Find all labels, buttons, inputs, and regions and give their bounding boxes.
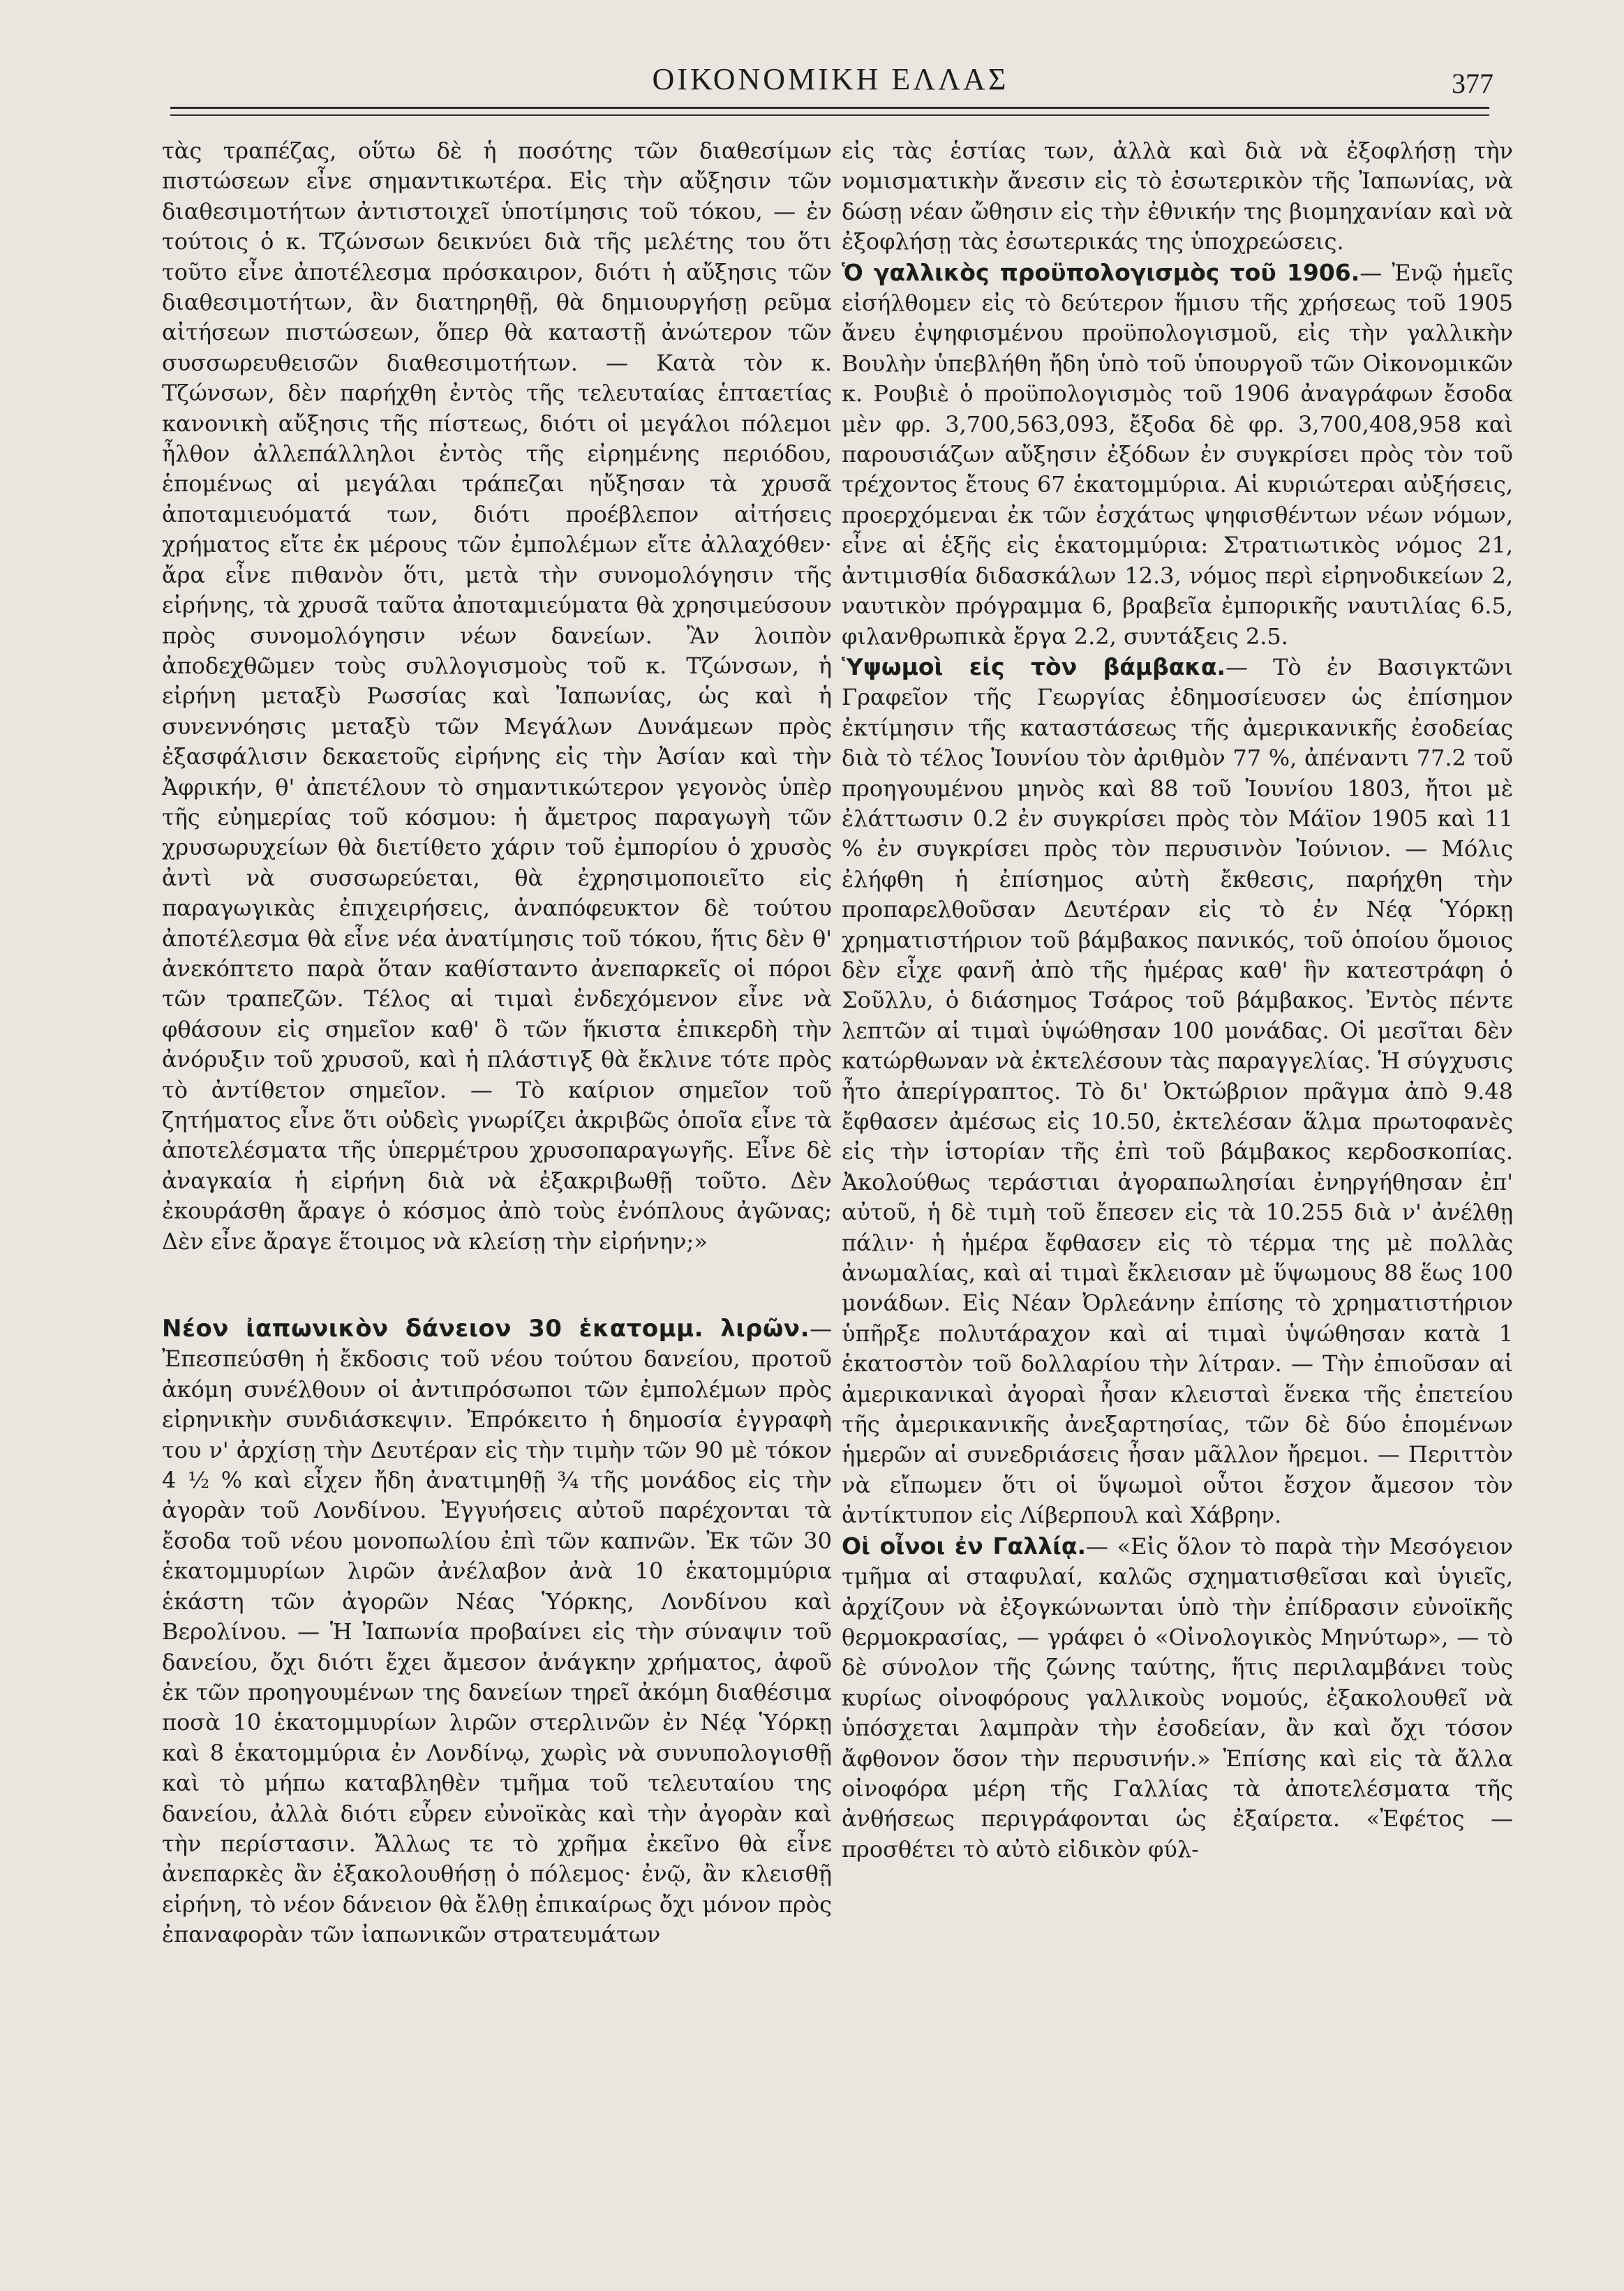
article-text-french-budget: — Ἐνῷ ἡμεῖς εἰσήλθομεν εἰς τὸ δεύτερον ἥμισυ τῆς χρήσεως τοῦ 1905 ἄνευ ἐψηφισμένου προϋπολογισμοῦ, εἰς τὴν γαλλικὴν Βουλὴν ὑπεβλήθη ἤδη ὑπὸ τοῦ ὑπουργοῦ τῶν Οἰκονομικῶν κ. Ρουβιὲ ὁ προϋπολογισμὸς τοῦ 1906 ἀναγράφων ἔσοδα μὲν φρ. 3,700,563,093, ἔξοδα δὲ φρ. 3,700,408,958 καὶ παρουσιάζων αὔξησιν ἐξόδων ἐν συγκρίσει πρὸς τὸν τοῦ τρέχοντος ἔτους 67 ἑκατομμύρια. Αἱ κυριώτεραι αὐξήσεις, προερχόμεναι ἐκ τῶν ἐσχάτως ψηφισθέντων νέων νόμων, εἶνε αἱ ἑξῆς εἰς ἑκατομμύρια: Στρατιωτικὸς νόμος 21, ἀντιμισθία διδασκάλων 12.3, νόμος περὶ εἰρηνοδικείων 2, ναυτικὸν πρόγραμμα 6, βραβεῖα ἐμπορικῆς ναυτιλίας 6.5, φιλανθρωπικὰ ἔργα 2.2, συντάξεις 2.5. [842,259,1513,650]
article-text-japanese-loan: — Ἐπεσπεύσθη ἡ ἔκδοσις τοῦ νέου τούτου δανείου, προτοῦ ἀκόμη συνέλθουν οἱ ἀντιπρόσωποι τῶν ἐμπολέμων πρὸς εἰρηνικὴν συνδιάσκεψιν. Ἐπρόκειτο ἡ δημοσία ἐγγραφὴ του ν' ἀρχίσῃ τὴν Δευτέραν εἰς τὴν τιμὴν τῶν 90 μὲ τόκον 4 ½ % καὶ εἶχεν ἤδη ἀνατιμηθῇ ¾ τῆς μονάδος εἰς τὴν ἀγορὰν τοῦ Λονδίνου. Ἐγγυήσεις αὐτοῦ παρέχονται τὰ ἔσοδα τοῦ νέου μονοπωλίου ἐπὶ τῶν καπνῶν. Ἐκ τῶν 30 ἑκατομμυρίων λιρῶν ἀνέλαβον ἀνὰ 10 ἑκατομμύρια ἑκάστη τῶν ἀγορῶν Νέας Ὑόρκης, Λονδίνου καὶ Βερολίνου. — Ἡ Ἰαπωνία προβαίνει εἰς τὴν σύναψιν τοῦ δανείου, ὄχι διότι ἔχει ἄμεσον ἀνάγκην χρήματος, ἀφοῦ ἐκ τῶν προηγουμένων της δανείων τηρεῖ ἀκόμη διαθέσιμα ποσὰ 10 ἑκατομμυρίων λιρῶν στερλινῶν ἐν Νέᾳ Ὑόρκῃ καὶ 8 ἑκατομμύρια ἐν Λονδίνῳ, χωρὶς νὰ συνυπολογισθῇ καὶ τὸ μήπω καταβληθὲν τμῆμα τοῦ τελευταίου της δανείου, ἀλλὰ διότι εὗρεν εὐνοϊκὰς καὶ τὴν ἀγορὰν καὶ τὴν περίστασιν. Ἄλλως τε τὸ χρῆμα ἐκεῖνο θὰ εἶνε ἀνεπαρκὲς ἂν ἐξακολουθήσῃ ὁ πόλεμος· ἐνῷ, ἂν κλεισθῇ εἰρήνη, τὸ νέον δάνειον θὰ ἔλθῃ ἐπικαίρως ὄχι μόνον πρὸς ἐπαναφορὰν τῶν ἰαπωνικῶν στρατευμάτων [162,1315,832,1948]
page-number: 377 [1452,68,1493,99]
header-rule-thin [170,114,1489,116]
article-spacer [162,1257,832,1314]
article-title-wines: Οἱ οἶνοι ἐν Γαλλίᾳ. [842,1532,1087,1560]
article-wines [842,1531,1513,1865]
page-header [167,57,1493,106]
article-title-french-budget: Ὁ γαλλικὸς προϋπολογισμὸς τοῦ 1906. [842,258,1360,286]
article-title-japanese-loan: Νέον ἰαπωνικὸν δάνειον 30 ἑκατομμ. λιρῶν. [162,1315,810,1343]
right-column [842,136,1513,1865]
article-french-budget [842,258,1513,652]
article-text-wines: — «Εἰς ὅλον τὸ παρὰ τὴν Μεσόγειον τμῆμα αἱ σταφυλαί, καλῶς σχηματισθεῖσαι καὶ ὑγιεῖς, ἀρχίζουν νὰ ἐξογκώνωνται ὑπὸ τὴν ἐπίδρασιν εὐνοϊκῆς θερμοκρασίας, — γράφει ὁ «Οἰνολογικὸς Μηνύτωρ», — τὸ δὲ σύνολον τῆς ζώνης ταύτης, ἥτις περιλαμβάνει τοὺς κυρίως οἰνοφόρους γαλλικοὺς νομούς, ἐξακολουθεῖ νὰ ὑπόσχεται λαμπρὰν τὴν ἐσοδείαν, ἂν καὶ ὄχι τόσον ἄφθονον ὅσον τὴν περυσινήν.» Ἐπίσης καὶ εἰς τὰ ἄλλα οἰνοφόρα μέρη τῆς Γαλλίας τὰ ἀποτελέσματα τῆς ἀνθήσεως περιγράφονται ὡς ἐξαίρετα. «Ἐφέτος — προσθέτει τὸ αὐτὸ εἰδικὸν φύλ- [842,1532,1514,1863]
left-column [162,136,832,1950]
running-title: ΟΙΚΟΝΟΜΙΚΗ ΕΛΛΑΣ [652,62,1009,96]
continued-paragraph-right: εἰς τὰς ἑστίας των, ἀλλὰ καὶ διὰ νὰ ἐξοφλήσῃ τὴν νομισματικὴν ἄνεσιν εἰς τὸ ἐσωτερικὸν τῆς Ἰαπωνίας, νὰ δώσῃ νέαν ὤθησιν εἰς τὴν ἐθνικήν της βιομηχανίαν καὶ νὰ ἐξοφλήσῃ τὰς ἐσωτερικάς της ὑποχρεώσεις. [842,137,1513,255]
article-title-cotton: Ὑψωμοὶ εἰς τὸν βάμβακα. [842,652,1226,680]
article-cotton [842,652,1513,1531]
article-text-cotton: — Τὸ ἐν Βασιγκτῶνι Γραφεῖον τῆς Γεωργίας ἐδημοσίευσεν ὡς ἐπίσημον ἐκτίμησιν τῆς καταστάσεως τῆς ἀμερικανικῆς ἐσοδείας διὰ τὸ τέλος Ἰουνίου τὸν ἀριθμὸν 77 %, ἀπέναντι 77.2 τοῦ προηγουμένου μηνὸς καὶ 88 τοῦ Ἰουνίου 1803, ἤτοι μὲ ἐλάττωσιν 0.2 ἐν συγκρίσει πρὸς τὸν Μάϊον 1905 καὶ 11 % ἐν συγκρίσει πρὸς τὸν περυσινὸν Ἰούνιον. — Μόλις ἐλήφθη ἡ ἐπίσημος αὐτὴ ἔκθεσις, παρήχθη τὴν προπαρελθοῦσαν Δευτέραν εἰς τὸ ἐν Νέᾳ Ὑόρκῃ χρηματιστήριον τοῦ βάμβακος πανικός, τοῦ ὁποίου ὅμοιος δὲν εἶχε φανῆ ἀπὸ τῆς ἡμέρας καθ' ἣν κατεστράφη ὁ Σοῦλλυ, ὁ διάσημος Τσάρος τοῦ βάμβακος. Ἐντὸς πέντε λεπτῶν αἱ τιμαὶ ὑψώθησαν 100 μονάδας. Οἱ μεσῖται δὲν κατώρθωναν νὰ ἐκτελέσουν τὰς παραγγελίας. Ἡ σύγχυσις ἦτο ἀπερίγραπτος. Τὸ δι' Ὀκτώβριον πρᾶγμα ἀπὸ 9.48 ἔφθασεν ἀμέσως εἰς 10.50, ἐκτελέσαν ἅλμα πρωτοφανὲς εἰς τὴν ἱστορίαν τῆς ἐπὶ τοῦ βάμβακος κερδοσκοπίας. Ἀκολούθως τεράστιαι ἀγοραπωλησίαι ἐνηργήθησαν ἐπ' αὐτοῦ, ἡ δὲ τιμὴ τοῦ ἔπεσεν εἰς τὰ 10.255 διὰ ν' ἀνέλθῃ πάλιν· ἡ ἡμέρα ἔφθασεν εἰς τὸ τέρμα της μὲ πολλὰς ἀνωμαλίας, καὶ αἱ τιμαὶ ἔκλεισαν μὲ ὕψωμους 88 ἕως 100 μονάδων. Εἰς Νέαν Ὀρλεάνην ἐπίσης τὸ χρηματιστήριον ὑπῆρξε πολυτάραχον καὶ αἱ τιμαὶ ὑψώθησαν κατὰ 1 ἑκατοστὸν τοῦ δολλαρίου τὴν λίτραν. — Τὴν ἐπιοῦσαν αἱ ἀμερικανικαὶ ἀγοραὶ ἦσαν κλεισταὶ ἕνεκα τῆς ἐπετείου τῆς ἀμερικανικῆς ἀνεξαρτησίας, τῶν δὲ δύο ἑπομένων ἡμερῶν αἱ συνεδριάσεις ἦσαν μᾶλλον ἤρεμοι. — Περιττὸν νὰ εἴπωμεν ὅτι οἱ ὕψωμοὶ οὗτοι ἔσχον ἄμεσον τὸν ἀντίκτυπον εἰς Λίβερπουλ καὶ Χάβρην. [842,653,1513,1529]
header-rule-thick [170,107,1489,109]
continued-paragraph: τὰς τραπέζας, οὕτω δὲ ἡ ποσότης τῶν διαθεσίμων πιστώσεων εἶνε σημαντικωτέρα. Εἰς τὴν αὔξησιν τῶν διαθεσιμοτήτων ἀντιστοιχεῖ ὑποτίμησις τοῦ τόκου, — ἐν τούτοις ὁ κ. Τζώνσων δεικνύει διὰ τῆς μελέτης του ὅτι τοῦτο εἶνε ἀποτέλεσμα πρόσκαιρον, διότι ἡ αὔξησις τῶν διαθεσιμοτήτων, ἂν διατηρηθῇ, θὰ δημιουργήσῃ ρεῦμα αἰτήσεων πιστώσεων, ὅπερ θὰ καταστῇ ἀνώτερον τῶν συσσωρευθεισῶν διαθεσιμοτήτων. — Κατὰ τὸν κ. Τζώνσων, δὲν παρήχθη ἐντὸς τῆς τελευταίας ἑπταετίας κανονικὴ αὔξησις τῆς πίστεως, διότι οἱ μεγάλοι πόλεμοι ἦλθον ἀλλεπάλληλοι ἐντὸς τῆς εἰρημένης περιόδου, ἑπομένως αἱ μεγάλαι τράπεζαι ηὔξησαν τὰ χρυσᾶ ἀποταμιευόματά των, διότι προέβλεπον αἰτήσεις χρήματος εἴτε ἐκ μέρους τῶν ἐμπολέμων εἴτε ἀλλαχόθεν· ἄρα εἶνε πιθανὸν ὅτι, μετὰ τὴν συνομολόγησιν τῆς εἰρήνης, τὰ χρυσᾶ ταῦτα ἀποταμιεύματα θὰ χρησιμεύσουν πρὸς συνομολόγησιν νέων δανείων. Ἂν λοιπὸν ἀποδεχθῶμεν τοὺς συλλογισμοὺς τοῦ κ. Τζώνσων, ἡ εἰρήνη μεταξὺ Ρωσσίας καὶ Ἰαπωνίας, ὡς καὶ ἡ συνεννόησις μεταξὺ τῶν Μεγάλων Δυνάμεων πρὸς ἐξασφάλισιν δεκαετοῦς εἰρήνης εἰς τὴν Ἀσίαν καὶ τὴν Ἀφρικήν, θ' ἀπετέλουν τὸ σημαντικώτερον γεγονὸς ὑπὲρ τῆς εὐημερίας τοῦ κόσμου: ἡ ἄμετρος παραγωγὴ τῶν χρυσωρυχείων θὰ διετίθετο χάριν τοῦ ἐμπορίου ὁ χρυσὸς ἀντὶ νὰ συσσωρεύεται, θὰ ἐχρησιμοποιεῖτο εἰς παραγωγικὰς ἐπιχειρήσεις, ἀναπόφευκτον δὲ τούτου ἀποτέλεσμα θὰ εἶνε νέα ἀνατίμησις τοῦ τόκου, ἥτις δὲν θ' ἀνεκόπτετο παρὰ ὅταν καθίσταντο ἀνεπαρκεῖς οἱ πόροι τῶν τραπεζῶν. Τέλος αἱ τιμαὶ ἐνδεχόμενον εἶνε νὰ φθάσουν εἰς σημεῖον καθ' ὃ τῶν ἥκιστα ἐπικερδὴ τὴν ἀνόρυξιν τοῦ χρυσοῦ, καὶ ἡ πλάστιγξ θὰ ἔκλινε τότε πρὸς τὸ ἀντίθετον σημεῖον. — Τὸ καίριον σημεῖον τοῦ ζητήματος εἶνε ὅτι οὐδεὶς γνωρίζει ἀκριβῶς ὁποῖα εἶνε τὰ ἀποτελέσματα τῆς ὑπερμέτρου χρυσοπαραγωγῆς. Εἶνε δὲ ἀναγκαία ἡ εἰρήνη διὰ νὰ ἐξακριβωθῇ τοῦτο. Δὲν ἐκουράσθη ἄραγε ὁ κόσμος ἀπὸ τοὺς ἐνόπλους ἀγῶνας; Δὲν εἶνε ἄραγε ἕτοιμος νὰ κλείσῃ τὴν εἰρήνην;» [162,137,832,1255]
article-japanese-loan [162,1314,832,1950]
